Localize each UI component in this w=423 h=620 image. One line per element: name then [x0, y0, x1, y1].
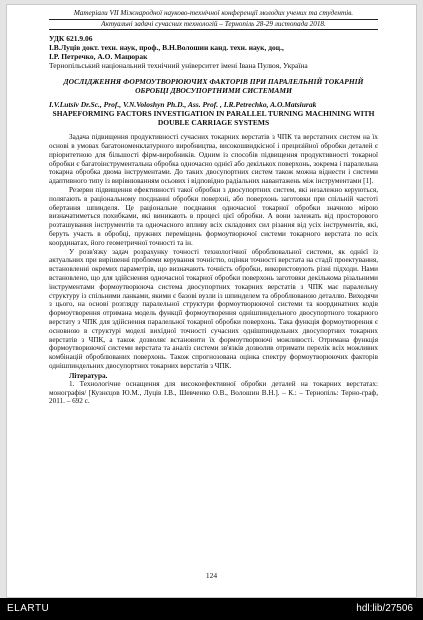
- header-line-1: Матеріали VII Міжнародної науково-технічної конференції молодих учених та студентів.: [73, 9, 354, 17]
- body-paragraph: У розв'язку задач розрахунку точності технологічної оброблювальної системи, як однієї із актуальних при вирішенні проблеми керування точністю, оцінки точності верстата на стадії проектування, встановленні окремих параметрів, що визначають точність обробки, використовують різні підходи. Нами встановлено, що для здійснення одночасної токарної обробки поверхонь заготовки декількома різальними інструментами формоутворююча система двосупортних токарних верстатів з ЧПК має паралельну структуру із спільними ланками, якими є базові вузли із шпинделем та оброблюваною деталлю. Виходячи з цього, на основі розгляду паралельної структури формоутворюючої системи та координатних кодів формоутворення отримана модель функції формоутворення однішпиндельного двосупортного токарного верстату з ЧПК для здійснення паралельної токарної обробки поверхонь. Така функція формоутворення є основною в структурі моделі вихідної точності сучасних однішпиндельних двосупортних токарних верстатів з ЧПК, а також дозволяє встановити їх формоутворюючі можливості. Отримана функція формоутворюючої системи верстата та аналіз системи зв'язків дозволив отримати перелік всіх можливих комбінацій оброблюваних поверхонь. Також спрогнозована оцінка спектру формоутворюючих факторів однішпиндельних двосупортних токарних верстатів з ЧПК.: [49, 247, 378, 370]
- authors-ua-line-2: І.Р. Петречко, А.О. Мацюрак: [49, 52, 148, 62]
- authors-en: I.V.Lutsiv Dr.Sc., Prof., V.N.Voloshyn Ph.D., Ass. Prof. , I.R.Petrechko, A.O.Matsiurak: [49, 100, 317, 110]
- title-en: SHAPEFORMING FACTORS INVESTIGATION IN PARALLEL TURNING MACHINING WITH DOUBLE CARRIAGE SYSTEMS: [52, 109, 375, 128]
- header-line-2: Актуальні задачі сучасних технологій – Тернопіль 28-29 листопада 2018.: [101, 19, 326, 28]
- repository-label: ELARTU: [7, 603, 50, 614]
- handle-link[interactable]: hdl:lib/27506: [356, 603, 413, 614]
- title-ua: ДОСЛІДЖЕННЯ ФОРМОУТВОРЮЮЧИХ ФАКТОРІВ ПРИ ПАРАЛЕЛЬНІЙ ТОКАРНІЙ ОБРОБЦІ ДВОСУПОРТНИМИ СИСТЕМАМИ: [63, 77, 364, 96]
- page-content: [49, 9, 378, 406]
- repository-footer-bar: [0, 598, 423, 620]
- running-header: [49, 9, 378, 30]
- udc-code: УДК 621.9.06: [49, 34, 93, 44]
- body-paragraph: Резерви підвищення ефективності такої обробки з двосупортних систем, які незалежно керуються, полягають в раціональному поєднанні обробки поверхні, або поверхонь заготовки при спільній частоті обертання шпинделя. Це раціональне поєднання одночасної токарної обробки значною мірою визначатиметься похибками, які виникають в процесі цієї обробки. А вони залежать від просторового розташування інструментів та одночасного впливу всіх складових сил різання від усіх інструментів, які, беруть участь в обробці, пружних переміщень формоутворючої системи токарного верстата по всіх координатах, його геометричної точності та ін.: [49, 185, 378, 247]
- reference-item: 1. Технологічне оснащення для високоефективної обробки деталей на токарних верстатах: монографія/ [Кузнєцов Ю.М., Луців І.В., Шевченко О.В., Волошин В.Н.]. – К.: – Тернопіль: Терно-граф, 2011. – 692 с.: [49, 379, 378, 406]
- authors-ua-line-1: І.В.Луців докт. техн. наук, проф., В.Н.Волошин канд. техн. наук, доц.,: [49, 43, 284, 53]
- header-rule: [49, 29, 378, 30]
- page-number: 124: [205, 571, 218, 580]
- literature-heading: Література.: [69, 370, 108, 380]
- body-paragraph: Задача підвищення продуктивності сучасних токарних верстатів з ЧПК та верстатних систем на їх основі в умовах багатономенклатурного виробництва, високошвидкісної і прецизійної обробки деталей є пріоритетною для більшості фірм-виробників. Одним із способів підвищення продуктивності токарної обробки є багатоінструментальна обробка одночасно однієї або декількох поверхонь, зокрема і паралельна токарна обробка двома інструментами. До таких двосупортних систем також можна віднести і системи адаптивного типу із вирівнюванням осьових і відповідно радіальних навантажень між інструментами [1].: [49, 133, 378, 186]
- document-page: [6, 4, 417, 598]
- affiliation: Тернопільський національний технічний університет імені Івана Пулюя, Україна: [49, 61, 308, 71]
